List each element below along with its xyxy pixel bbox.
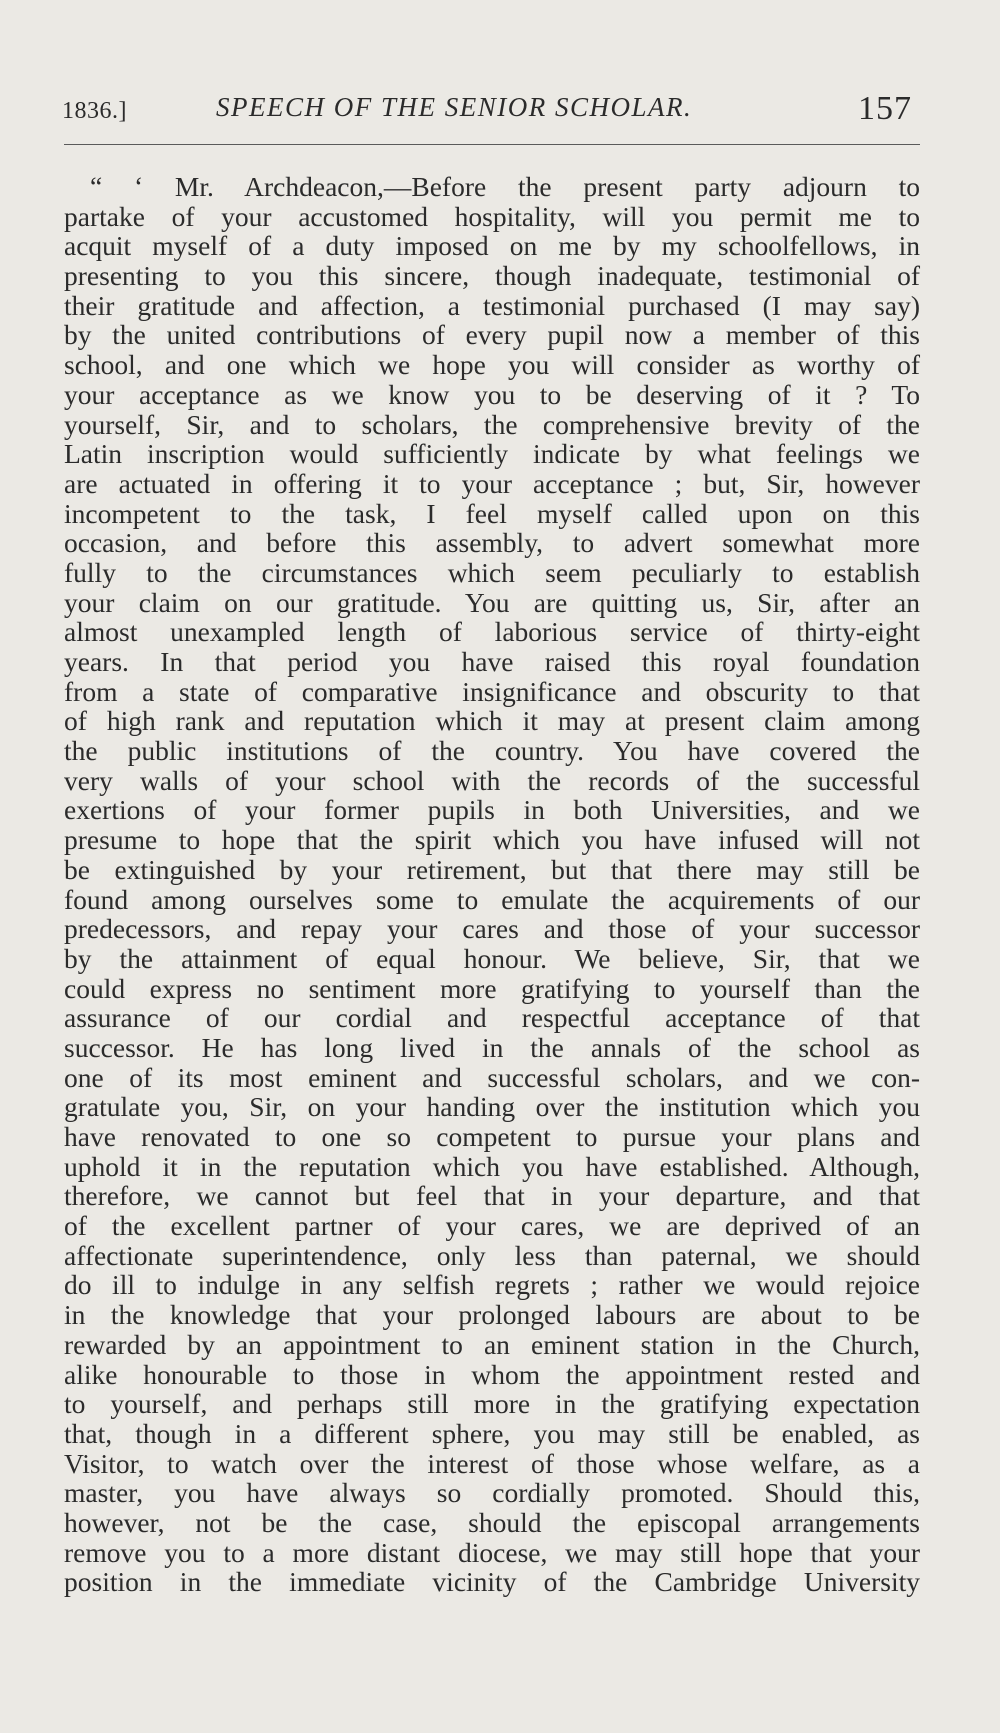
text-line: alike honourable to those in whom the appointment rested and [64,1358,920,1390]
text-line: remove you to a more distant diocese, we may still hope that your [64,1536,920,1568]
text-line: therefore, we cannot but feel that in your departure, and that [64,1180,920,1212]
text-line: successor. He has long lived in the annals of the school as [64,1031,920,1063]
running-title: SPEECH OF THE SENIOR SCHOLAR. [216,92,693,122]
text-line: have renovated to one so competent to pursue your plans and [64,1121,920,1152]
text-line: to yourself, and perhaps still more in the gratifying expectation [64,1388,920,1420]
text-line: school, and one which we hope you will consider as worthy of [64,349,920,381]
text-line: uphold it in the reputation which you have established. Although, [64,1150,920,1182]
text-line: could express no sentiment more gratifying to yourself than the [64,972,920,1004]
text-line: very walls of your school with the records of the successful [64,764,920,796]
text-line: fully to the circumstances which seem peculiarly to establish [64,556,920,588]
text-line: found among ourselves some to emulate the acquirements of our [64,883,920,915]
text-line: master, you have always so cordially promoted. Should this, [64,1477,920,1509]
text-line: your claim on our gratitude. You are quitting us, Sir, after an [64,586,920,618]
running-header [62,82,922,132]
page-number: 157 [858,90,912,127]
text-line: that, though in a different sphere, you may still be enabled, as [64,1417,920,1449]
text-line: be extinguished by your retirement, but that there may still be [64,853,920,885]
text-line: “ ‘ Mr. Archdeacon,—Before the present party adjourn to [90,171,920,202]
text-line: partake of your accustomed hospitality, will you permit me to [64,200,920,232]
text-line: position in the immediate vicinity of the Cambridge University [64,1566,920,1598]
text-line: incompetent to the task, I feel myself called upon on this [64,497,920,529]
text-line: Latin inscription would sufficiently indicate by what feelings we [64,438,920,470]
header-rule [64,144,920,145]
text-line: one of its most eminent and successful scholars, and we con- [64,1061,920,1093]
text-line: by the united contributions of every pupil now a member of this [64,319,920,351]
text-line: acquit myself of a duty imposed on me by my schoolfellows, in [64,230,920,262]
text-line: presenting to you this sincere, though inadequate, testimonial of [64,260,920,292]
speech-text [64,172,920,1597]
text-line: the public institutions of the country. You have covered the [64,735,920,767]
text-line: assurance of our cordial and respectful acceptance of that [64,1002,920,1034]
text-line: exertions of your former pupils in both Universities, and we [64,794,920,826]
text-line: do ill to indulge in any selfish regrets ; rather we would rejoice [64,1269,920,1301]
text-line: Visitor, to watch over the interest of those whose welfare, as a [64,1447,920,1479]
text-line: yourself, Sir, and to scholars, the comprehensive brevity of the [64,408,920,440]
text-line: presume to hope that the spirit which you have infused will not [64,824,920,856]
text-line: of the excellent partner of your cares, we are deprived of an [64,1210,920,1242]
text-line: however, not be the case, should the episcopal arrangements [64,1506,920,1538]
header-year: 1836.] [62,98,127,124]
text-line: in the knowledge that your prolonged labours are about to be [64,1299,920,1331]
text-line: predecessors, and repay your cares and those of your successor [64,913,920,945]
text-line: rewarded by an appointment to an eminent station in the Church, [64,1328,920,1360]
text-line: affectionate superintendence, only less than paternal, we should [64,1239,920,1271]
text-line: your acceptance as we know you to be deserving of it ? To [64,378,920,410]
text-line: gratulate you, Sir, on your handing over the institution which you [64,1091,920,1123]
text-line: their gratitude and affection, a testimonial purchased (I may say) [64,289,920,321]
text-line: of high rank and reputation which it may at present claim among [64,705,920,737]
text-line: are actuated in offering it to your acceptance ; but, Sir, however [64,467,920,499]
text-line: by the attainment of equal honour. We believe, Sir, that we [64,942,920,974]
text-line: years. In that period you have raised this royal foundation [64,646,920,677]
text-line: from a state of comparative insignificance and obscurity to that [64,675,920,707]
text-line: occasion, and before this assembly, to advert somewhat more [64,527,920,559]
text-line: almost unexampled length of laborious service of thirty-eight [64,616,920,648]
